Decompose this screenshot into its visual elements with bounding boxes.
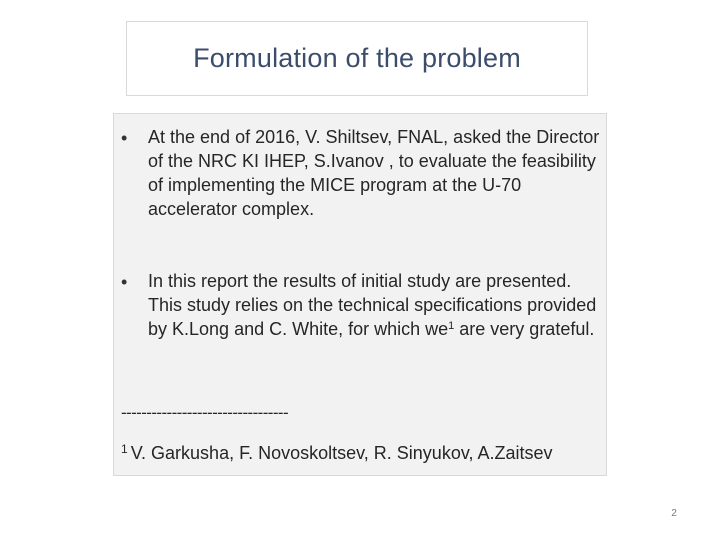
footnote-separator: ---------------------------------	[121, 403, 289, 422]
footnote-mark: 1	[121, 442, 128, 456]
footnote	[121, 441, 553, 465]
page-number: 2	[671, 508, 677, 519]
bullet-text	[148, 269, 600, 341]
bullet-text-part: In this report the results of initial study are presented. This study relies on the technical specifications provided by K.Long and C. White, for which we	[148, 271, 597, 339]
footnote-text: V. Garkusha, F. Novoskoltsev, R. Sinyukov, A.Zaitsev	[130, 443, 553, 463]
slide-title-box	[126, 21, 588, 96]
bullet-text-part: are very grateful.	[454, 319, 595, 339]
bullet-marker-icon: •	[121, 272, 128, 292]
bullet-text: At the end of 2016, V. Shiltsev, FNAL, asked the Director of the NRC KI IHEP, S.Ivanov , to evaluate the feasibility of implementing the MICE program at the U-70 accelerator complex.	[148, 127, 600, 219]
slide-title: Formulation of the problem	[193, 43, 521, 73]
slide-content-box	[113, 113, 607, 476]
footnote-reference: 1	[448, 320, 455, 332]
bullet-marker-icon: •	[121, 128, 128, 148]
